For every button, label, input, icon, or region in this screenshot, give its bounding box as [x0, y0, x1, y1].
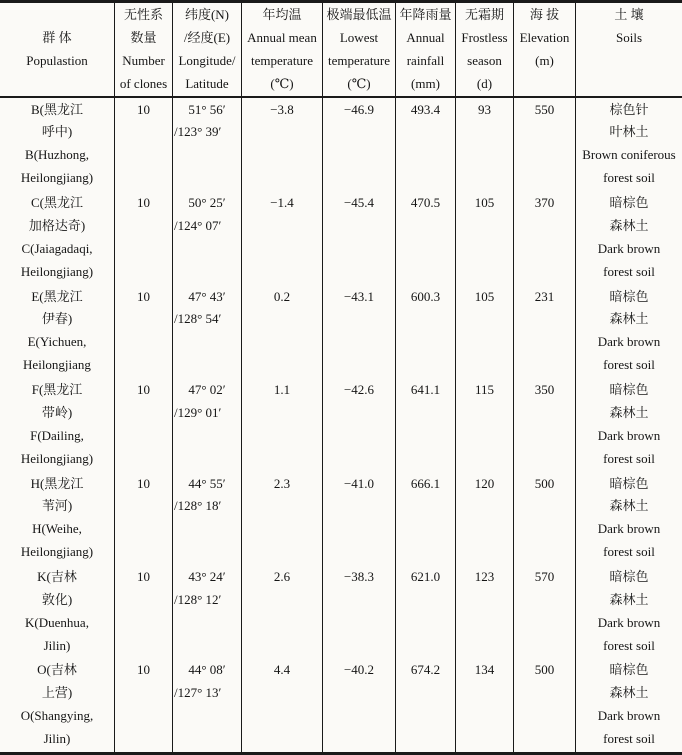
lowest-temp-value: −46.9 — [343, 101, 375, 117]
population-name-cn: O(吉林 — [37, 662, 77, 678]
population-cell — [0, 285, 115, 378]
soil-line-cn: 森林土 — [609, 217, 649, 233]
lowest-temp-value: −38.3 — [343, 568, 375, 584]
soil-line-cn: 叶林土 — [609, 124, 649, 140]
mean-temp-value: 4.4 — [273, 662, 291, 678]
mean-temp-cell — [242, 98, 323, 191]
longitude-value: /128° 54′ — [174, 311, 222, 327]
frostless-cell — [456, 98, 514, 191]
table-row — [0, 285, 682, 378]
soil-line-cn: 森林土 — [609, 404, 649, 420]
soil-line-en: Dark brown — [597, 708, 661, 724]
header-mean-temp: 年均温 Annual mean temperature (℃) — [242, 3, 323, 96]
header-lowest-temp: 极端最低温 Lowest temperature (℃) — [323, 3, 396, 96]
population-cell — [0, 191, 115, 284]
elevation-cell — [514, 378, 576, 471]
population-name-cn: 带岭) — [41, 404, 73, 420]
mean-temp-value: −1.4 — [270, 195, 294, 211]
lowest-temp-value: −42.6 — [343, 382, 375, 398]
elevation-cell — [514, 98, 576, 191]
population-name-cn: E(黑龙江 — [31, 288, 83, 304]
population-cell — [0, 565, 115, 658]
rainfall-value: 600.3 — [410, 288, 441, 304]
frostless-cell — [456, 658, 514, 751]
soil-line-en: forest soil — [603, 637, 655, 653]
population-name-en: K(Duenhua, — [25, 614, 89, 630]
latitude-value: 44° 55′ — [188, 475, 226, 491]
header-population — [0, 3, 115, 96]
population-name-en: Jilin) — [43, 731, 71, 747]
mean-temp-value: −3.8 — [270, 101, 294, 117]
lowest-temp-value: −45.4 — [343, 195, 375, 211]
population-name-en: Heilongjiang) — [20, 544, 94, 560]
soil-line-en: forest soil — [603, 357, 655, 373]
soil-line-cn: 森林土 — [609, 685, 649, 701]
elevation-cell — [514, 565, 576, 658]
mean-temp-cell — [242, 191, 323, 284]
clones-value: 10 — [137, 101, 150, 117]
frostless-value: 120 — [474, 475, 495, 491]
rainfall-cell — [396, 378, 456, 471]
soil-line-cn: 暗棕色 — [609, 195, 649, 211]
rainfall-cell — [396, 285, 456, 378]
soil-line-en: Dark brown — [597, 427, 661, 443]
frostless-cell — [456, 191, 514, 284]
soil-line-en: Dark brown — [597, 240, 661, 256]
table-row — [0, 658, 682, 751]
soil-line-cn: 暗棕色 — [609, 382, 649, 398]
longitude-value: /127° 13′ — [174, 685, 222, 701]
table-row — [0, 472, 682, 565]
population-cell — [0, 658, 115, 751]
lowest-temp-cell — [323, 285, 396, 378]
population-name-cn: 伊春) — [41, 311, 73, 327]
longitude-value: /128° 12′ — [174, 591, 222, 607]
rainfall-cell — [396, 565, 456, 658]
latitude-value: 43° 24′ — [188, 568, 226, 584]
clones-cell — [115, 378, 173, 471]
soil-line-en: Dark brown — [597, 521, 661, 537]
elevation-value: 500 — [534, 475, 555, 491]
population-name-en: C(Jaiagadaqi, — [21, 240, 93, 256]
population-name-en: B(Huzhong, — [25, 147, 89, 163]
header-clones: 无性系 数量 Number of clones — [115, 3, 173, 96]
soils-cell — [576, 378, 682, 471]
elevation-cell — [514, 285, 576, 378]
clones-cell — [115, 472, 173, 565]
lowest-temp-value: −41.0 — [343, 475, 375, 491]
rainfall-value: 470.5 — [410, 195, 441, 211]
frostless-value: 105 — [474, 195, 495, 211]
rainfall-value: 493.4 — [410, 101, 441, 117]
latlong-cell — [173, 378, 242, 471]
latitude-value: 47° 43′ — [188, 288, 226, 304]
clones-cell — [115, 285, 173, 378]
rainfall-cell — [396, 658, 456, 751]
table-row — [0, 98, 682, 191]
soils-cell — [576, 98, 682, 191]
population-name-en: O(Shangying, — [20, 708, 94, 724]
frostless-cell — [456, 285, 514, 378]
population-name-cn: F(黑龙江 — [31, 382, 83, 398]
soil-line-en: forest soil — [603, 544, 655, 560]
population-name-cn: 上营) — [41, 685, 73, 701]
mean-temp-value: 2.6 — [273, 568, 291, 584]
elevation-value: 370 — [534, 195, 555, 211]
table-header-row — [0, 3, 682, 98]
clones-cell — [115, 191, 173, 284]
header-population-en: Populastion — [26, 52, 88, 68]
lowest-temp-cell — [323, 658, 396, 751]
clones-value: 10 — [137, 568, 150, 584]
soil-line-cn: 森林土 — [609, 591, 649, 607]
mean-temp-value: 2.3 — [273, 475, 291, 491]
population-name-cn: 敦化) — [41, 591, 73, 607]
population-cell — [0, 472, 115, 565]
latitude-value: 44° 08′ — [188, 662, 226, 678]
lowest-temp-cell — [323, 191, 396, 284]
clones-cell — [115, 565, 173, 658]
population-name-en: Heilongjiang) — [20, 170, 94, 186]
lowest-temp-cell — [323, 472, 396, 565]
elevation-cell — [514, 191, 576, 284]
population-cell — [0, 378, 115, 471]
population-name-en: Heilongjiang) — [20, 450, 94, 466]
soil-line-en: Brown coniferous — [582, 147, 676, 163]
soils-cell — [576, 285, 682, 378]
latitude-value: 47° 02′ — [188, 382, 226, 398]
rainfall-value: 674.2 — [410, 662, 441, 678]
header-latlong: 纬度(N) /经度(E) Longitude/ Latitude — [173, 3, 242, 96]
longitude-value: /129° 01′ — [174, 404, 222, 420]
latlong-cell — [173, 191, 242, 284]
frostless-cell — [456, 378, 514, 471]
latlong-cell — [173, 472, 242, 565]
population-name-en: E(Yichuen, — [27, 334, 87, 350]
soil-line-cn: 森林土 — [609, 498, 649, 514]
population-cell — [0, 98, 115, 191]
table-row — [0, 565, 682, 658]
header-elevation: 海 拔 Elevation (m) — [514, 3, 576, 96]
rainfall-cell — [396, 98, 456, 191]
population-name-cn: 苇河) — [41, 498, 73, 514]
population-name-cn: C(黑龙江 — [30, 195, 83, 211]
mean-temp-value: 0.2 — [273, 288, 291, 304]
soil-line-cn: 暗棕色 — [609, 288, 649, 304]
header-population-cn: 群 体 — [42, 29, 72, 45]
lowest-temp-value: −43.1 — [343, 288, 375, 304]
soil-line-en: Dark brown — [597, 334, 661, 350]
soil-line-cn: 暗棕色 — [609, 475, 649, 491]
latlong-cell — [173, 658, 242, 751]
frostless-cell — [456, 565, 514, 658]
table-row — [0, 191, 682, 284]
soil-line-en: forest soil — [603, 263, 655, 279]
lowest-temp-cell — [323, 565, 396, 658]
elevation-value: 550 — [534, 101, 555, 117]
frostless-value: 134 — [474, 662, 495, 678]
population-name-en: Jilin) — [43, 637, 71, 653]
population-name-en: Heilongjiang — [23, 357, 91, 373]
longitude-value: /128° 18′ — [174, 498, 222, 514]
mean-temp-cell — [242, 285, 323, 378]
population-name-en: H(Weihe, — [32, 521, 82, 537]
elevation-value: 500 — [534, 662, 555, 678]
clones-cell — [115, 658, 173, 751]
frostless-cell — [456, 472, 514, 565]
lowest-temp-cell — [323, 98, 396, 191]
soil-line-cn: 暗棕色 — [609, 568, 649, 584]
latitude-value: 51° 56′ — [188, 101, 226, 117]
soil-line-en: forest soil — [603, 450, 655, 466]
clones-cell — [115, 98, 173, 191]
population-name-cn: H(黑龙江 — [30, 475, 84, 491]
soil-line-cn: 暗棕色 — [609, 662, 649, 678]
soils-cell — [576, 191, 682, 284]
population-name-cn: 呼中) — [41, 124, 73, 140]
mean-temp-cell — [242, 378, 323, 471]
frostless-value: 93 — [478, 101, 491, 117]
clones-value: 10 — [137, 382, 150, 398]
longitude-value: /123° 39′ — [174, 124, 222, 140]
latitude-value: 50° 25′ — [188, 195, 226, 211]
rainfall-cell — [396, 191, 456, 284]
population-name-cn: K(吉林 — [37, 568, 77, 584]
latlong-cell — [173, 285, 242, 378]
soil-line-cn: 森林土 — [609, 311, 649, 327]
table-body — [0, 98, 682, 752]
clones-value: 10 — [137, 475, 150, 491]
rainfall-value: 641.1 — [410, 382, 441, 398]
header-frostless: 无霜期 Frostless season (d) — [456, 3, 514, 96]
population-name-cn: B(黑龙江 — [30, 101, 83, 117]
population-name-en: F(Dailing, — [30, 427, 84, 443]
elevation-value: 350 — [534, 382, 555, 398]
lowest-temp-cell — [323, 378, 396, 471]
soils-cell — [576, 658, 682, 751]
clones-value: 10 — [137, 662, 150, 678]
rainfall-value: 621.0 — [410, 568, 441, 584]
rainfall-value: 666.1 — [410, 475, 441, 491]
elevation-cell — [514, 472, 576, 565]
soils-cell — [576, 565, 682, 658]
soils-cell — [576, 472, 682, 565]
population-name-cn: 加格达奇) — [28, 217, 86, 233]
elevation-value: 231 — [534, 288, 555, 304]
soil-line-en: Dark brown — [597, 614, 661, 630]
elevation-value: 570 — [534, 568, 555, 584]
clones-value: 10 — [137, 195, 150, 211]
table-row — [0, 378, 682, 471]
latlong-cell — [173, 565, 242, 658]
mean-temp-cell — [242, 565, 323, 658]
rainfall-cell — [396, 472, 456, 565]
elevation-cell — [514, 658, 576, 751]
mean-temp-value: 1.1 — [273, 382, 291, 398]
header-soils: 土 壤 Soils — [614, 7, 644, 45]
population-name-en: Heilongjiang) — [20, 263, 94, 279]
longitude-value: /124° 07′ — [174, 217, 222, 233]
mean-temp-cell — [242, 658, 323, 751]
soil-line-cn: 棕色针 — [609, 101, 649, 117]
mean-temp-cell — [242, 472, 323, 565]
latlong-cell — [173, 98, 242, 191]
soil-line-en: forest soil — [603, 170, 655, 186]
soil-line-en: forest soil — [603, 731, 655, 747]
frostless-value: 105 — [474, 288, 495, 304]
header-rainfall: 年降雨量 Annual rainfall (mm) — [396, 3, 456, 96]
lowest-temp-value: −40.2 — [343, 662, 375, 678]
frostless-value: 115 — [474, 382, 495, 398]
frostless-value: 123 — [474, 568, 495, 584]
clones-value: 10 — [137, 288, 150, 304]
